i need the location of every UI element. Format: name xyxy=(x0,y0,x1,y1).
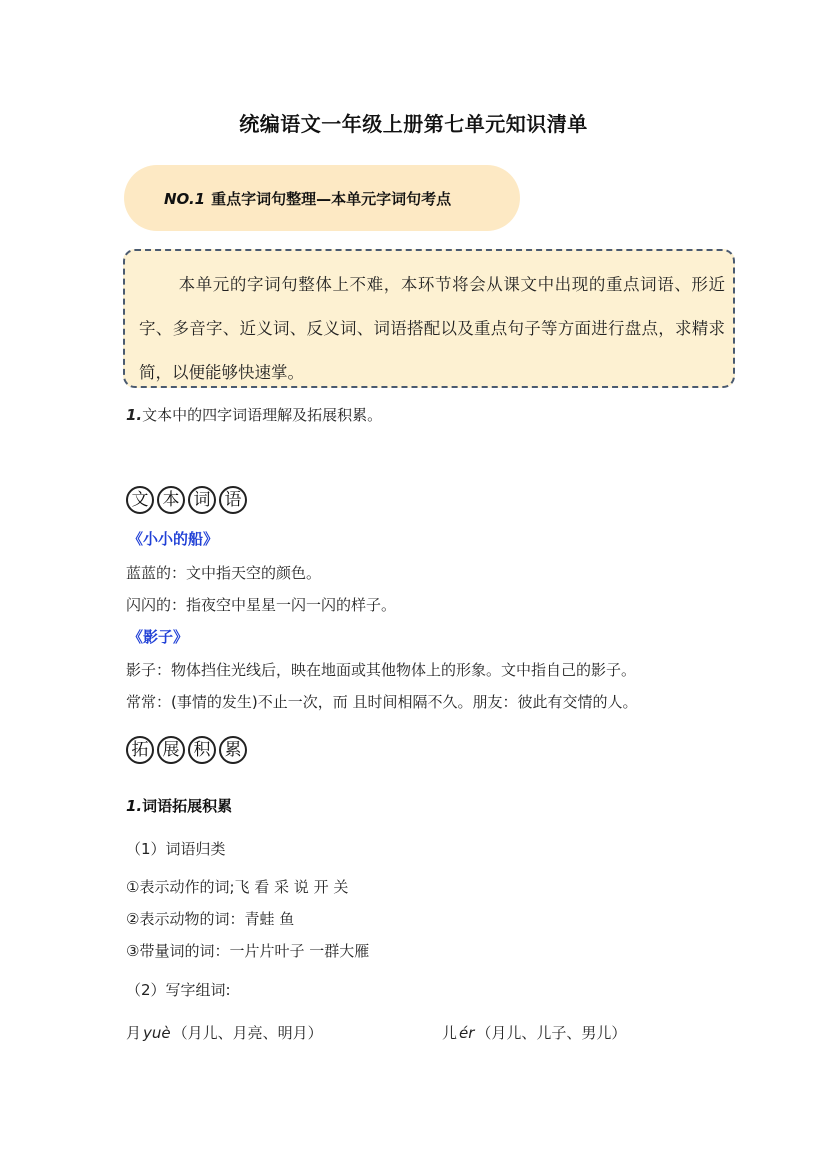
lesson-line: 蓝蓝的：文中指天空的颜色。 xyxy=(126,564,322,582)
badge-group-text-words xyxy=(126,486,247,514)
circled-char-badge: 展 xyxy=(157,736,185,764)
lesson-line: 常常：(事情的发生)不止一次，而 且时间相隔不久。朋友：彼此有交情的人。 xyxy=(126,693,638,711)
circled-char-badge: 词 xyxy=(188,486,216,514)
item-1-text: 文本中的四字词语理解及拓展积累。 xyxy=(142,406,383,424)
lesson-title-shadow: 《影子》 xyxy=(128,628,189,646)
badge-group-expand xyxy=(126,736,247,764)
circled-char-badge: 语 xyxy=(219,486,247,514)
word-group-char: 儿 xyxy=(442,1024,458,1042)
circled-char-badge: 文 xyxy=(126,486,154,514)
circled-char-badge: 本 xyxy=(157,486,185,514)
section-heading xyxy=(126,795,232,816)
subheading-classification: （1）词语归类 xyxy=(126,840,226,858)
item-1-number: 1. xyxy=(126,406,143,424)
section-banner-label: 重点字词句整理—本单元字词句考点 xyxy=(211,190,452,208)
intro-box xyxy=(123,249,735,388)
lesson-line: 影子：物体挡住光线后，映在地面或其他物体上的形象。文中指自己的影子。 xyxy=(126,661,637,679)
word-group-yue xyxy=(126,1022,323,1043)
circled-char-badge: 积 xyxy=(188,736,216,764)
category-line: ①表示动作的词;飞 看 采 说 开 关 xyxy=(126,878,349,896)
subheading-word-building: （2）写字组词: xyxy=(126,981,231,999)
section-heading-number: 1. xyxy=(126,797,143,815)
circled-char-badge: 拓 xyxy=(126,736,154,764)
section-banner-number: NO.1 xyxy=(164,190,206,208)
circled-char-badge: 累 xyxy=(219,736,247,764)
section-banner xyxy=(124,165,520,231)
item-1 xyxy=(126,404,382,425)
word-group-pinyin: yuè xyxy=(143,1024,171,1042)
category-line: ②表示动物的词：青蛙 鱼 xyxy=(126,910,295,928)
word-group-er xyxy=(442,1022,626,1043)
word-group-words: （月儿、月亮、明月） xyxy=(172,1024,323,1042)
document-title: 统编语文一年级上册第七单元知识清单 xyxy=(239,112,588,136)
word-group-pinyin: ér xyxy=(459,1024,475,1042)
section-heading-label: 词语拓展积累 xyxy=(142,797,233,815)
lesson-title-small-boat: 《小小的船》 xyxy=(128,530,219,548)
section-banner-text xyxy=(164,188,451,209)
category-line: ③带量词的词：一片片叶子 一群大雁 xyxy=(126,942,370,960)
lesson-line: 闪闪的：指夜空中星星一闪一闪的样子。 xyxy=(126,596,397,614)
intro-text: 本单元的字词句整体上不难，本环节将会从课文中出现的重点词语、形近字、多音字、近义词、反义词、词语搭配以及重点句子等方面进行盘点，求精求简，以便能够快速掌。 xyxy=(139,275,725,382)
word-group-words: （月儿、儿子、男儿） xyxy=(476,1024,627,1042)
word-group-char: 月 xyxy=(126,1024,142,1042)
